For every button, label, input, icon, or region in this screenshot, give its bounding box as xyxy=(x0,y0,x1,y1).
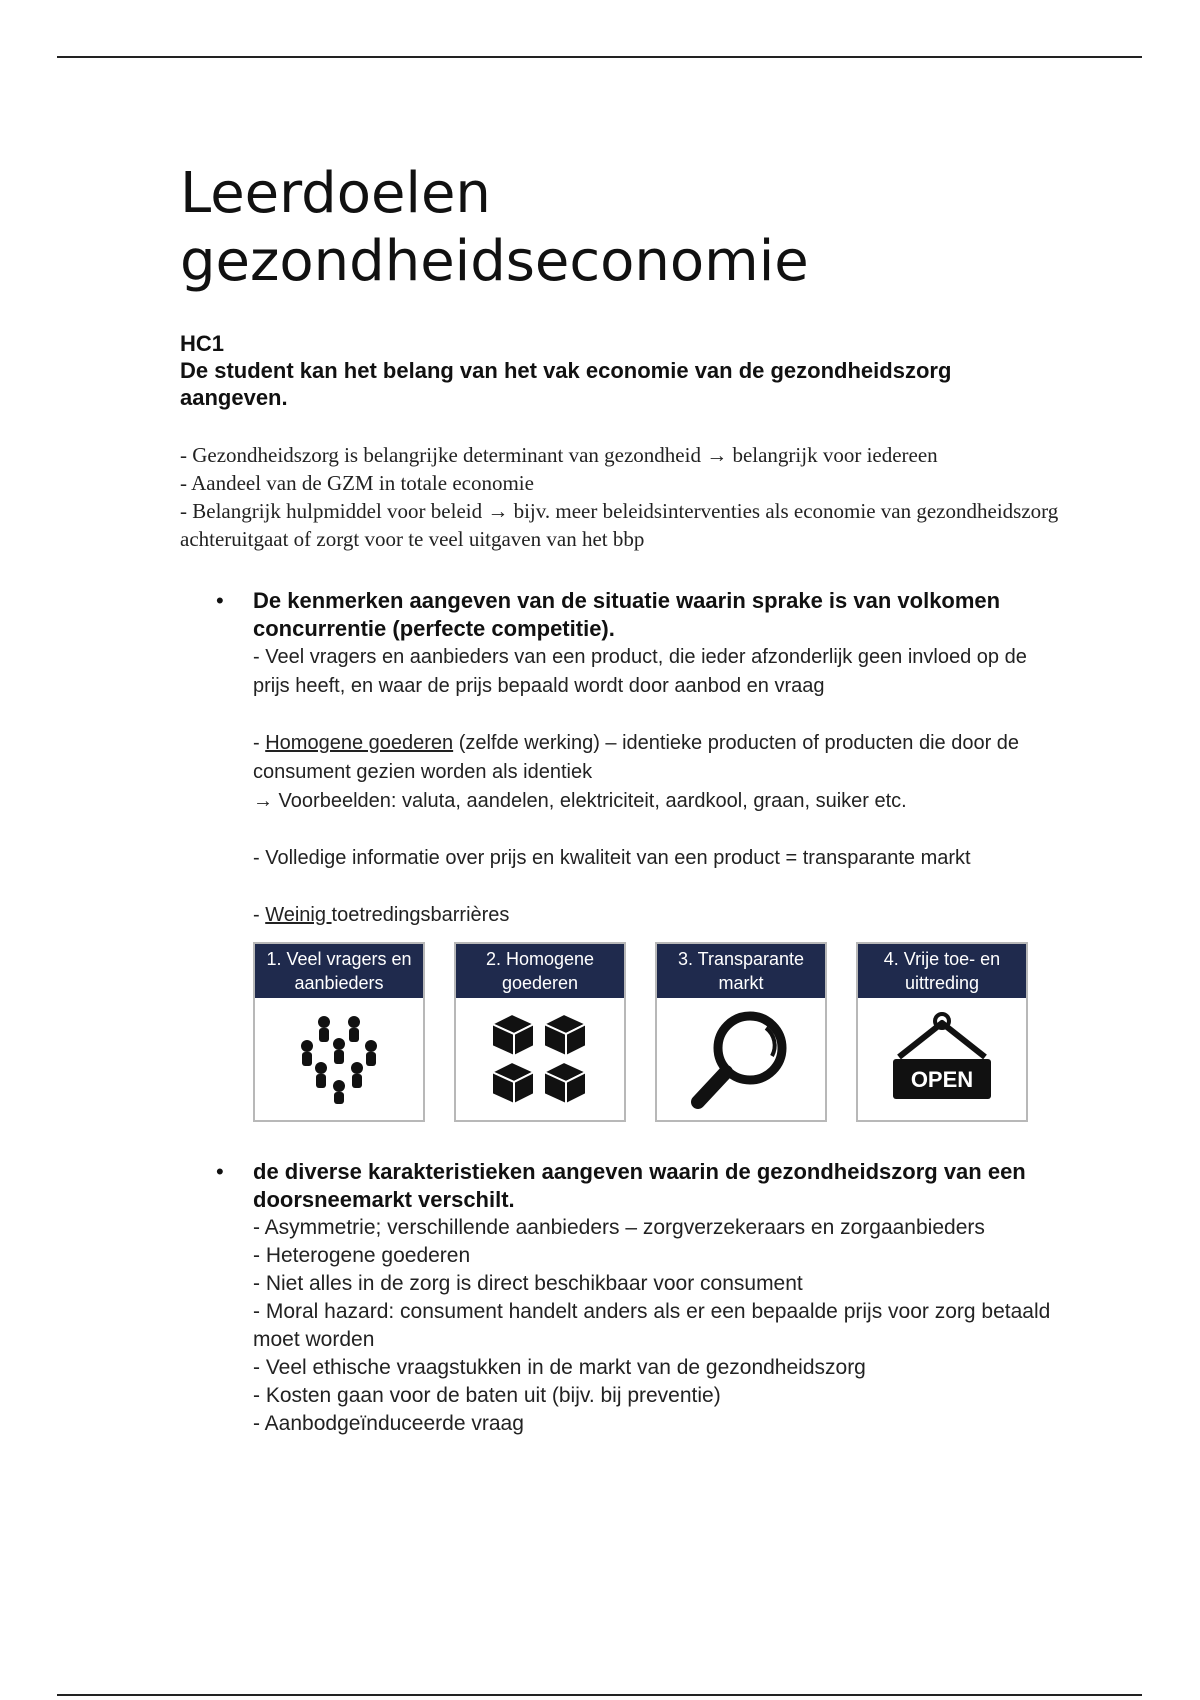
list-item: - Aanbodgeïnduceerde vraag xyxy=(253,1412,524,1435)
list-item: - Asymmetrie; verschillende aanbieders – zorgverzekeraars en zorgaanbieders xyxy=(253,1216,985,1239)
document-body xyxy=(180,160,1060,1438)
title-line-1: Leerdoelen xyxy=(180,161,491,226)
intro-line: - Aandeel van de GZM in totale economie xyxy=(180,471,534,495)
list-item: - Niet alles in de zorg is direct beschikbaar voor consument xyxy=(253,1272,803,1295)
card-label: 1. Veel vragers en aanbieders xyxy=(255,944,423,998)
people-icon xyxy=(289,1014,389,1104)
card-transparent-market xyxy=(655,942,827,1122)
underlined-term: Homogene goederen xyxy=(265,732,454,754)
intro-line: - Gezondheidszorg is belangrijke determinant van gezondheid → belangrijk voor iedereen xyxy=(180,443,938,467)
bullet-paragraph-barriers: - Weinig toetredingsbarrières xyxy=(253,904,510,926)
top-rule xyxy=(57,56,1142,58)
examples-line: → Voorbeelden: valuta, aandelen, elektriciteit, aardkool, graan, suiker etc. xyxy=(253,790,907,812)
card-label: 4. Vrije toe- en uittreding xyxy=(858,944,1026,998)
bullet-dot: • xyxy=(216,1159,224,1184)
card-free-entry-exit xyxy=(856,942,1028,1122)
bullet-heading: de diverse karakteristieken aangeven waarin de gezondheidszorg van een doorsneemarkt verschilt. xyxy=(253,1159,1026,1212)
cubes-icon xyxy=(488,1012,592,1106)
hc-label: HC1 xyxy=(180,331,225,356)
list-item: - Moral hazard: consument handelt anders als er een bepaalde prijs voor zorg betaald moet worden xyxy=(253,1300,1051,1351)
list-item: - Heterogene goederen xyxy=(253,1244,471,1267)
competition-cards xyxy=(253,942,1033,1122)
card-label: 3. Transparante markt xyxy=(657,944,825,998)
intro-paragraph xyxy=(180,441,1060,553)
open-sign-icon xyxy=(887,1011,997,1107)
bullet-perfect-competition xyxy=(180,587,1060,1122)
card-many-buyers-sellers xyxy=(253,942,425,1122)
card-homogeneous-goods xyxy=(454,942,626,1122)
learning-goals-list xyxy=(180,587,1060,1438)
open-sign-text: OPEN xyxy=(910,1067,974,1092)
title-line-2: gezondheidseconomie xyxy=(180,229,809,294)
magnifier-icon xyxy=(686,1004,796,1114)
list-item: - Kosten gaan voor de baten uit (bijv. bij preventie) xyxy=(253,1384,721,1407)
bullet-paragraph-homogeneous: - Homogene goederen (zelfde werking) – identieke producten of producten die door de consument gezien worden als identiek xyxy=(253,732,1020,783)
underlined-term: Weinig xyxy=(265,904,332,926)
bullet-paragraph: - Veel vragers en aanbieders van een product, die ieder afzonderlijk geen invloed op de prijs heeft, en waar de prijs bepaald wordt door aanbod en vraag xyxy=(253,646,1027,697)
bullet-dot: • xyxy=(216,588,224,613)
hc-goal: De student kan het belang van het vak economie van de gezondheidszorg aangeven. xyxy=(180,358,952,410)
hc-section-header xyxy=(180,330,1060,411)
characteristics-list xyxy=(253,1214,1060,1438)
bullet-paragraph: - Volledige informatie over prijs en kwaliteit van een product = transparante markt xyxy=(253,847,971,869)
bullet-healthcare-differences xyxy=(180,1158,1060,1438)
card-label: 2. Homogene goederen xyxy=(456,944,624,998)
bottom-rule xyxy=(57,1694,1142,1696)
list-item: - Veel ethische vraagstukken in de markt van de gezondheidszorg xyxy=(253,1356,866,1379)
intro-line: - Belangrijk hulpmiddel voor beleid → bijv. meer beleidsinterventies als economie van gezondheidszorg achteruitgaat of zorgt voor te veel uitgaven van het bbp xyxy=(180,499,1059,551)
bullet-heading: De kenmerken aangeven van de situatie waarin sprake is van volkomen concurrentie (perfecte competitie). xyxy=(253,588,1001,641)
page-title xyxy=(180,160,1060,296)
